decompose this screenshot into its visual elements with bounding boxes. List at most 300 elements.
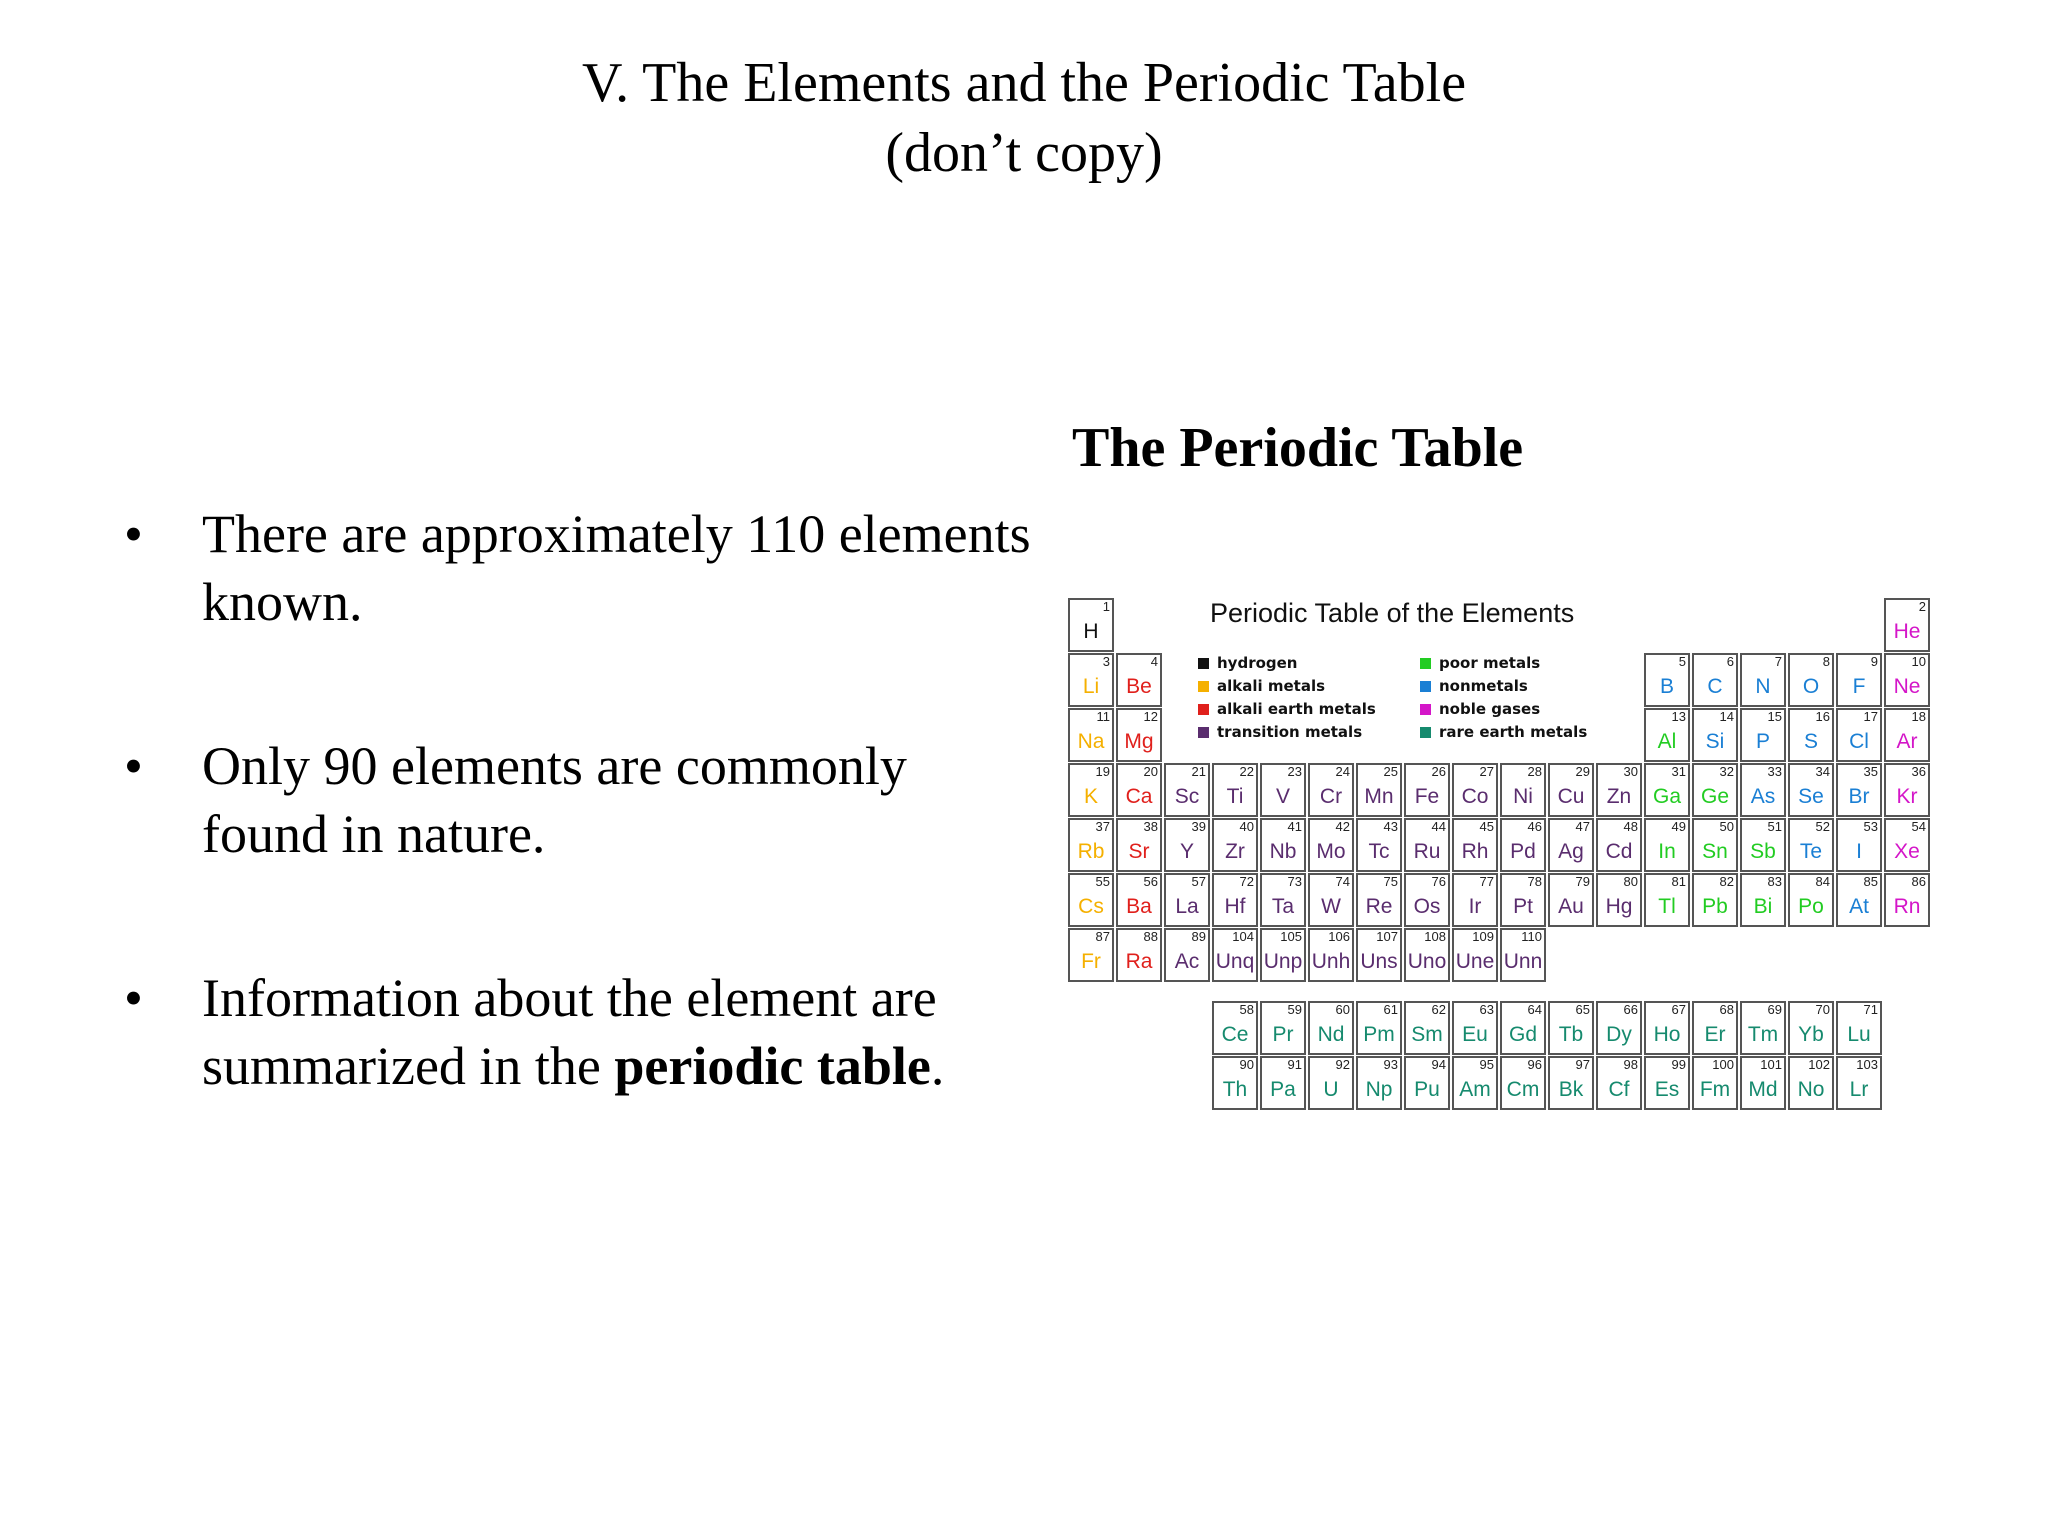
element-cell-v [1260,763,1306,817]
element-symbol: S [1803,730,1818,753]
element-symbol: Hf [1224,895,1246,918]
atomic-number: 105 [1280,929,1302,944]
legend-item [1420,677,1528,695]
atomic-number: 10 [1911,654,1926,669]
element-cell-nb [1260,818,1306,872]
element-symbol: Cu [1557,785,1585,808]
atomic-number: 100 [1712,1057,1734,1072]
element-symbol: B [1659,675,1674,698]
element-symbol: P [1755,730,1770,753]
element-cell-at [1836,873,1882,927]
element-symbol: Fm [1699,1078,1731,1101]
element-cell-po [1788,873,1834,927]
atomic-number: 42 [1335,819,1350,834]
element-symbol: Gd [1508,1023,1537,1046]
atomic-number: 27 [1479,764,1494,779]
atomic-number: 77 [1479,874,1494,889]
element-cell-eu [1452,1001,1498,1055]
slide-title-line-1: V. The Elements and the Periodic Table [581,52,1467,114]
element-symbol: U [1323,1078,1339,1101]
atomic-number: 106 [1328,929,1350,944]
element-cell-unn [1500,928,1546,982]
element-cell-ge [1692,763,1738,817]
element-symbol: Ta [1271,895,1295,918]
element-symbol: Br [1848,785,1870,808]
element-cell-na [1068,708,1114,762]
element-symbol: F [1852,675,1866,698]
atomic-number: 109 [1472,929,1494,944]
legend-label: alkali metals [1217,677,1326,695]
atomic-number: 50 [1719,819,1734,834]
atomic-number: 101 [1760,1057,1782,1072]
element-symbol: Cs [1078,895,1104,918]
atomic-number: 15 [1767,709,1782,724]
element-cell-gd [1500,1001,1546,1055]
element-symbol: He [1893,620,1921,643]
atomic-number: 43 [1383,819,1398,834]
atomic-number: 29 [1575,764,1590,779]
element-symbol: Ba [1126,895,1152,918]
element-cell-pa [1260,1056,1306,1110]
element-symbol: Lr [1849,1078,1869,1101]
element-cell-cf [1596,1056,1642,1110]
legend-swatch [1198,727,1209,738]
element-cell-er [1692,1001,1738,1055]
atomic-number: 92 [1335,1057,1350,1072]
element-cell-sr [1116,818,1162,872]
element-cell-rh [1452,818,1498,872]
atomic-number: 26 [1431,764,1446,779]
atomic-number: 18 [1911,709,1926,724]
element-cell-mg [1116,708,1162,762]
bullet-item [118,500,1038,636]
atomic-number: 68 [1719,1002,1734,1017]
element-symbol: Bi [1753,895,1773,918]
element-cell-nd [1308,1001,1354,1055]
element-symbol: Unn [1503,950,1543,973]
legend-label: alkali earth metals [1217,700,1376,718]
element-symbol: Cl [1849,730,1869,753]
element-cell-pd [1500,818,1546,872]
legend-item [1420,700,1540,718]
atomic-number: 72 [1239,874,1254,889]
atomic-number: 40 [1239,819,1254,834]
atomic-number: 95 [1479,1057,1494,1072]
legend-item [1198,677,1325,695]
atomic-number: 63 [1479,1002,1494,1017]
atomic-number: 108 [1424,929,1446,944]
atomic-number: 110 [1521,929,1542,944]
atomic-number: 94 [1431,1057,1446,1072]
element-cell-sm [1404,1001,1450,1055]
atomic-number: 70 [1815,1002,1830,1017]
atomic-number: 45 [1479,819,1494,834]
bullet-text: There are approximately 110 elements known. [202,504,1031,632]
element-symbol: Unp [1263,950,1303,973]
element-cell-k [1068,763,1114,817]
element-symbol: Tc [1368,840,1390,863]
element-cell-lu [1836,1001,1882,1055]
legend-label: hydrogen [1217,654,1298,672]
element-symbol: Mg [1124,730,1154,753]
element-cell-cd [1596,818,1642,872]
atomic-number: 89 [1191,929,1206,944]
element-cell-os [1404,873,1450,927]
element-symbol: Np [1365,1078,1393,1101]
atomic-number: 71 [1863,1002,1878,1017]
atomic-number: 17 [1863,709,1878,724]
element-cell-co [1452,763,1498,817]
element-symbol: Y [1179,840,1194,863]
atomic-number: 102 [1808,1057,1830,1072]
element-cell-bk [1548,1056,1594,1110]
element-cell-am [1452,1056,1498,1110]
element-symbol: Fr [1081,950,1101,973]
element-cell-ir [1452,873,1498,927]
element-cell-lr [1836,1056,1882,1110]
legend-label: rare earth metals [1439,723,1588,741]
element-cell-sc [1164,763,1210,817]
atomic-number: 66 [1623,1002,1638,1017]
element-symbol: Te [1799,840,1823,863]
atomic-number: 4 [1150,654,1158,669]
legend-item [1198,723,1362,741]
element-symbol: Xe [1894,840,1920,863]
element-symbol: O [1802,675,1820,698]
element-symbol: I [1856,840,1862,863]
element-cell-ar [1884,708,1930,762]
legend-swatch [1198,681,1209,692]
element-cell-unp [1260,928,1306,982]
atomic-number: 14 [1719,709,1734,724]
element-symbol: Tl [1658,895,1676,918]
element-symbol: Be [1126,675,1152,698]
atomic-number: 79 [1575,874,1590,889]
legend-swatch [1420,704,1431,715]
element-cell-fm [1692,1056,1738,1110]
atomic-number: 75 [1383,874,1398,889]
element-cell-br [1836,763,1882,817]
element-symbol: Al [1657,730,1677,753]
element-cell-cl [1836,708,1882,762]
element-cell-p [1740,708,1786,762]
element-symbol: Zr [1225,840,1245,863]
element-symbol: Ho [1653,1023,1681,1046]
element-symbol: Os [1413,895,1441,918]
element-symbol: Dy [1606,1023,1632,1046]
atomic-number: 11 [1096,709,1110,724]
periodic-table-title: Periodic Table of the Elements [1210,598,1575,628]
atomic-number: 74 [1335,874,1350,889]
element-symbol: Ir [1468,895,1482,918]
element-symbol: No [1797,1078,1825,1101]
atomic-number: 20 [1143,764,1158,779]
element-cell-tl [1644,873,1690,927]
atomic-number: 51 [1767,819,1782,834]
element-cell-cs [1068,873,1114,927]
slide-title-line-2: (don’t copy) [885,122,1163,184]
element-symbol: Cm [1506,1078,1540,1101]
element-symbol: Rb [1077,840,1105,863]
element-symbol: Ni [1513,785,1533,808]
atomic-number: 44 [1431,819,1446,834]
element-symbol: Md [1748,1078,1778,1101]
element-symbol: Ca [1125,785,1153,808]
element-cell-n [1740,653,1786,707]
element-cell-ce [1212,1001,1258,1055]
atomic-number: 60 [1335,1002,1350,1017]
element-symbol: La [1175,895,1199,918]
element-cell-ga [1644,763,1690,817]
element-cell-pb [1692,873,1738,927]
atomic-number: 104 [1232,929,1254,944]
atomic-number: 31 [1671,764,1686,779]
atomic-number: 3 [1102,654,1110,669]
element-symbol: Eu [1462,1023,1488,1046]
element-cell-mn [1356,763,1402,817]
element-symbol: Ge [1700,785,1729,808]
atomic-number: 81 [1671,874,1686,889]
element-symbol: Sc [1174,785,1200,808]
bullet-dot: • [124,504,143,564]
element-symbol: Si [1705,730,1725,753]
element-symbol: Pr [1272,1023,1294,1046]
bullet-text-after: . [930,1036,945,1096]
element-symbol: As [1750,785,1776,808]
element-symbol: Unh [1311,950,1351,973]
element-symbol: Ce [1221,1023,1249,1046]
element-cell-ca [1116,763,1162,817]
bullet-text: Only 90 elements are commonly found in nature. [202,736,907,864]
element-cell-be [1116,653,1162,707]
element-cell-ho [1644,1001,1690,1055]
element-symbol: Kr [1896,785,1918,808]
element-symbol: Uno [1407,950,1447,973]
atomic-number: 13 [1671,709,1686,724]
atomic-number: 107 [1376,929,1398,944]
atomic-number: 85 [1863,874,1878,889]
legend-item [1198,700,1376,718]
element-cell-pt [1500,873,1546,927]
atomic-number: 16 [1815,709,1830,724]
atomic-number: 64 [1527,1002,1542,1017]
atomic-number: 32 [1719,764,1734,779]
element-symbol: Cr [1319,785,1343,808]
periodic-table-heading: The Periodic Table [1072,417,1524,479]
atomic-number: 103 [1856,1057,1878,1072]
element-cell-ba [1116,873,1162,927]
element-cell-bi [1740,873,1786,927]
atomic-number: 98 [1623,1057,1638,1072]
element-symbol: Co [1461,785,1489,808]
atomic-number: 35 [1863,764,1878,779]
atomic-number: 48 [1623,819,1638,834]
atomic-number: 30 [1623,764,1638,779]
element-symbol: Unq [1215,950,1255,973]
element-cell-sn [1692,818,1738,872]
element-cell-au [1548,873,1594,927]
element-cell-es [1644,1056,1690,1110]
bullet-dot: • [124,968,143,1028]
element-symbol: Po [1798,895,1824,918]
legend-item [1198,654,1298,672]
element-symbol: Nd [1317,1023,1345,1046]
bullet-list [118,500,1038,1196]
legend-label: noble gases [1439,700,1541,718]
element-symbol: In [1658,840,1676,863]
element-cell-md [1740,1056,1786,1110]
atomic-number: 91 [1287,1057,1302,1072]
atomic-number: 24 [1335,764,1350,779]
element-cell-uno [1404,928,1450,982]
legend-label: transition metals [1217,723,1363,741]
atomic-number: 25 [1383,764,1398,779]
atomic-number: 19 [1095,764,1110,779]
bullet-text-bold: periodic table [614,1036,931,1096]
slide-title [0,48,2048,188]
element-symbol: Er [1704,1023,1726,1046]
element-symbol: Pd [1510,840,1536,863]
element-cell-fe [1404,763,1450,817]
element-symbol: Pb [1702,895,1728,918]
element-symbol: Pa [1270,1078,1296,1101]
element-cell-xe [1884,818,1930,872]
element-symbol: Na [1077,730,1105,753]
legend-swatch [1198,658,1209,669]
element-symbol: Ac [1174,950,1200,973]
element-cell-ra [1116,928,1162,982]
atomic-number: 82 [1719,874,1734,889]
atomic-number: 22 [1239,764,1254,779]
element-cell-f [1836,653,1882,707]
atomic-number: 7 [1774,654,1782,669]
element-cell-ac [1164,928,1210,982]
atomic-number: 73 [1287,874,1302,889]
element-symbol: Ar [1896,730,1918,753]
element-cell-s [1788,708,1834,762]
element-symbol: Cd [1605,840,1633,863]
element-cell-he [1884,598,1930,652]
element-cell-rb [1068,818,1114,872]
atomic-number: 39 [1191,819,1206,834]
element-symbol: Cf [1608,1078,1630,1101]
element-symbol: C [1707,675,1723,698]
bullet-text [202,968,944,1096]
element-symbol: N [1755,675,1771,698]
atomic-number: 37 [1095,819,1110,834]
atomic-number: 46 [1527,819,1542,834]
element-cell-ne [1884,653,1930,707]
atomic-number: 69 [1767,1002,1782,1017]
element-symbol: Th [1222,1078,1248,1101]
element-cell-zn [1596,763,1642,817]
atomic-number: 99 [1671,1057,1686,1072]
element-cell-tm [1740,1001,1786,1055]
element-cell-cu [1548,763,1594,817]
element-cell-cr [1308,763,1354,817]
element-cell-hg [1596,873,1642,927]
element-cell-sb [1740,818,1786,872]
element-cell-pr [1260,1001,1306,1055]
element-cell-uns [1356,928,1402,982]
legend-label: nonmetals [1439,677,1528,695]
atomic-number: 76 [1431,874,1446,889]
atomic-number: 97 [1575,1057,1590,1072]
element-cell-re [1356,873,1402,927]
bullet-dot: • [124,736,143,796]
element-symbol: Bk [1558,1078,1584,1101]
element-cell-u [1308,1056,1354,1110]
element-cell-i [1836,818,1882,872]
atomic-number: 84 [1815,874,1830,889]
element-symbol: Ne [1893,675,1921,698]
atomic-number: 53 [1863,819,1878,834]
atomic-number: 80 [1623,874,1638,889]
element-cell-une [1452,928,1498,982]
atomic-number: 58 [1239,1002,1254,1017]
element-symbol: Se [1798,785,1824,808]
bullet-item [118,964,1038,1100]
element-cell-ru [1404,818,1450,872]
element-symbol: Tb [1558,1023,1584,1046]
legend-swatch [1420,727,1431,738]
element-cell-unq [1212,928,1258,982]
element-cell-w [1308,873,1354,927]
atomic-number: 6 [1726,654,1734,669]
element-symbol: Mo [1316,840,1346,863]
element-cell-fr [1068,928,1114,982]
element-cell-h [1068,598,1114,652]
element-symbol: Pt [1513,895,1533,918]
element-symbol: Ra [1125,950,1153,973]
atomic-number: 33 [1767,764,1782,779]
element-symbol: Une [1455,950,1495,973]
element-cell-zr [1212,818,1258,872]
element-cell-tb [1548,1001,1594,1055]
atomic-number: 41 [1287,819,1302,834]
atomic-number: 2 [1918,599,1926,614]
atomic-number: 38 [1143,819,1158,834]
atomic-number: 28 [1527,764,1542,779]
atomic-number: 62 [1431,1002,1446,1017]
element-cell-yb [1788,1001,1834,1055]
atomic-number: 65 [1575,1002,1590,1017]
element-cell-b [1644,653,1690,707]
periodic-table-image [1068,598,1940,1128]
atomic-number: 49 [1671,819,1686,834]
element-cell-ta [1260,873,1306,927]
element-symbol: W [1321,895,1341,918]
atomic-number: 83 [1767,874,1782,889]
atomic-number: 96 [1527,1057,1542,1072]
element-cell-in [1644,818,1690,872]
element-cell-te [1788,818,1834,872]
legend-label: poor metals [1439,654,1541,672]
element-symbol: Fe [1414,785,1440,808]
element-symbol: Re [1365,895,1393,918]
element-cell-mo [1308,818,1354,872]
element-symbol: Li [1082,675,1100,698]
atomic-number: 21 [1191,764,1206,779]
atomic-number: 88 [1143,929,1158,944]
element-cell-o [1788,653,1834,707]
element-symbol: Sn [1702,840,1728,863]
atomic-number: 87 [1095,929,1110,944]
atomic-number: 90 [1239,1057,1254,1072]
element-symbol: Hg [1605,895,1633,918]
element-symbol: Rn [1893,895,1921,918]
element-symbol: Am [1459,1078,1491,1101]
